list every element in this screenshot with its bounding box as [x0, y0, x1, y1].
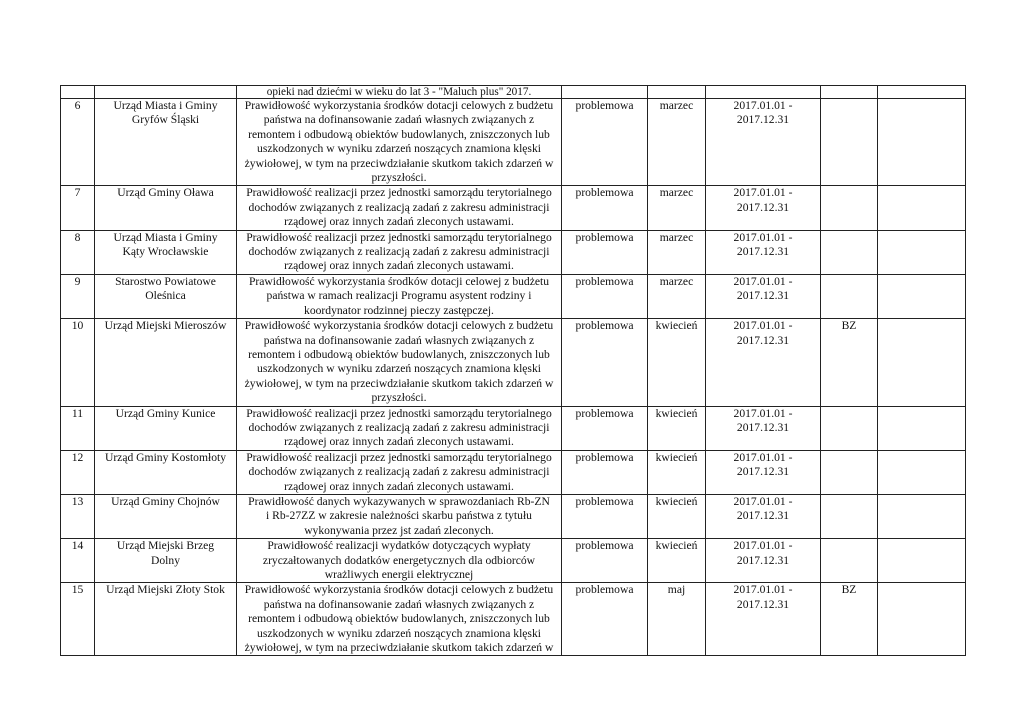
table-body	[61, 86, 966, 656]
cell-extra	[878, 406, 966, 450]
cell-topic: Prawidłowość realizacji przez jednostki samorządu terytorialnego dochodów związanych z realizacją zadań z zakresu administracji rządowej oraz innych zadań zleconych ustawami.	[237, 230, 562, 274]
table-row	[61, 583, 966, 656]
cell-period	[706, 86, 821, 99]
inspection-plan-table	[60, 85, 966, 656]
table-row	[61, 494, 966, 538]
cell-note	[821, 406, 878, 450]
cell-no: 10	[61, 319, 95, 406]
cell-note	[821, 494, 878, 538]
cell-no: 15	[61, 583, 95, 656]
cell-kind	[562, 86, 648, 99]
cell-unit: Urząd Gminy Oława	[95, 186, 237, 230]
cell-topic: Prawidłowość wykorzystania środków dotacji celowej z budżetu państwa w ramach realizacji Programu asystent rodziny i koordynator rodzinnej pieczy zastępczej.	[237, 274, 562, 318]
cell-note	[821, 274, 878, 318]
cell-note: BZ	[821, 319, 878, 406]
cell-no: 11	[61, 406, 95, 450]
cell-note	[821, 230, 878, 274]
cell-kind: problemowa	[562, 539, 648, 583]
cell-no: 9	[61, 274, 95, 318]
cell-month: kwiecień	[648, 406, 706, 450]
cell-month: kwiecień	[648, 494, 706, 538]
cell-period: 2017.01.01 - 2017.12.31	[706, 406, 821, 450]
cell-period: 2017.01.01 - 2017.12.31	[706, 450, 821, 494]
cell-unit: Starostwo Powiatowe Oleśnica	[95, 274, 237, 318]
cell-no: 8	[61, 230, 95, 274]
cell-topic: opieki nad dziećmi w wieku do lat 3 - "Maluch plus" 2017.	[237, 86, 562, 99]
continuation-row	[61, 86, 966, 99]
cell-no: 12	[61, 450, 95, 494]
cell-note	[821, 86, 878, 99]
cell-month: kwiecień	[648, 319, 706, 406]
cell-unit: Urząd Miejski Złoty Stok	[95, 583, 237, 656]
cell-month: marzec	[648, 99, 706, 186]
table-row	[61, 230, 966, 274]
cell-period: 2017.01.01 - 2017.12.31	[706, 494, 821, 538]
cell-topic: Prawidłowość danych wykazywanych w sprawozdaniach Rb-ZN i Rb-27ZZ w zakresie należności skarbu państwa z tytułu wykonywania przez jst zadań zleconych.	[237, 494, 562, 538]
cell-period: 2017.01.01 - 2017.12.31	[706, 274, 821, 318]
cell-no: 14	[61, 539, 95, 583]
cell-unit: Urząd Miejski Brzeg Dolny	[95, 539, 237, 583]
table-row	[61, 99, 966, 186]
cell-unit: Urząd Gminy Kunice	[95, 406, 237, 450]
cell-note	[821, 99, 878, 186]
cell-kind: problemowa	[562, 274, 648, 318]
cell-topic: Prawidłowość wykorzystania środków dotacji celowych z budżetu państwa na dofinansowanie zadań własnych związanych z remontem i odbudową obiektów budowlanych, zniszczonych lub uszkodzonych w wyniku zdarzeń noszących znamiona klęski żywiołowej, w tym na przeciwdziałanie skutkom takich zdarzeń w	[237, 583, 562, 656]
cell-topic: Prawidłowość realizacji wydatków dotyczących wypłaty zryczałtowanych dodatków energetycznych dla odbiorców wrażliwych energii elektrycznej	[237, 539, 562, 583]
cell-kind: problemowa	[562, 186, 648, 230]
cell-kind: problemowa	[562, 99, 648, 186]
cell-note	[821, 186, 878, 230]
cell-kind: problemowa	[562, 450, 648, 494]
table-row	[61, 274, 966, 318]
cell-kind: problemowa	[562, 319, 648, 406]
cell-topic: Prawidłowość realizacji przez jednostki samorządu terytorialnego dochodów związanych z realizacją zadań z zakresu administracji rządowej oraz innych zadań zleconych ustawami.	[237, 406, 562, 450]
table-row	[61, 186, 966, 230]
cell-month: kwiecień	[648, 450, 706, 494]
cell-period: 2017.01.01 - 2017.12.31	[706, 99, 821, 186]
cell-period: 2017.01.01 - 2017.12.31	[706, 539, 821, 583]
cell-month: maj	[648, 583, 706, 656]
table-row	[61, 450, 966, 494]
table-row	[61, 539, 966, 583]
cell-extra	[878, 99, 966, 186]
cell-topic: Prawidłowość realizacji przez jednostki samorządu terytorialnego dochodów związanych z realizacją zadań z zakresu administracji rządowej oraz innych zadań zleconych ustawami.	[237, 186, 562, 230]
cell-unit	[95, 86, 237, 99]
cell-topic: Prawidłowość wykorzystania środków dotacji celowych z budżetu państwa na dofinansowanie zadań własnych związanych z remontem i odbudową obiektów budowlanych, zniszczonych lub uszkodzonych w wyniku zdarzeń noszących znamiona klęski żywiołowej, w tym na przeciwdziałanie skutkom takich zdarzeń w przyszłości.	[237, 319, 562, 406]
cell-extra	[878, 539, 966, 583]
cell-topic: Prawidłowość wykorzystania środków dotacji celowych z budżetu państwa na dofinansowanie zadań własnych związanych z remontem i odbudową obiektów budowlanych, zniszczonych lub uszkodzonych w wyniku zdarzeń noszących znamiona klęski żywiołowej, w tym na przeciwdziałanie skutkom takich zdarzeń w przyszłości.	[237, 99, 562, 186]
cell-no: 6	[61, 99, 95, 186]
cell-unit: Urząd Miejski Mieroszów	[95, 319, 237, 406]
cell-note: BZ	[821, 583, 878, 656]
cell-extra	[878, 494, 966, 538]
cell-extra	[878, 230, 966, 274]
cell-unit: Urząd Gminy Kostomłoty	[95, 450, 237, 494]
cell-month: marzec	[648, 230, 706, 274]
cell-extra	[878, 86, 966, 99]
cell-unit: Urząd Gminy Chojnów	[95, 494, 237, 538]
cell-month: marzec	[648, 186, 706, 230]
cell-note	[821, 539, 878, 583]
cell-period: 2017.01.01 - 2017.12.31	[706, 230, 821, 274]
cell-kind: problemowa	[562, 494, 648, 538]
cell-month: kwiecień	[648, 539, 706, 583]
cell-no	[61, 86, 95, 99]
cell-period: 2017.01.01 - 2017.12.31	[706, 583, 821, 656]
cell-month: marzec	[648, 274, 706, 318]
cell-no: 7	[61, 186, 95, 230]
cell-no: 13	[61, 494, 95, 538]
cell-period: 2017.01.01 - 2017.12.31	[706, 186, 821, 230]
cell-note	[821, 450, 878, 494]
cell-extra	[878, 186, 966, 230]
cell-month	[648, 86, 706, 99]
cell-kind: problemowa	[562, 406, 648, 450]
cell-extra	[878, 583, 966, 656]
cell-kind: problemowa	[562, 230, 648, 274]
cell-extra	[878, 450, 966, 494]
cell-kind: problemowa	[562, 583, 648, 656]
cell-topic: Prawidłowość realizacji przez jednostki samorządu terytorialnego dochodów związanych z realizacją zadań z zakresu administracji rządowej oraz innych zadań zleconych ustawami.	[237, 450, 562, 494]
cell-period: 2017.01.01 - 2017.12.31	[706, 319, 821, 406]
cell-unit: Urząd Miasta i Gminy Gryfów Śląski	[95, 99, 237, 186]
table-row	[61, 406, 966, 450]
cell-extra	[878, 274, 966, 318]
cell-unit: Urząd Miasta i Gminy Kąty Wrocławskie	[95, 230, 237, 274]
cell-extra	[878, 319, 966, 406]
table-row	[61, 319, 966, 406]
